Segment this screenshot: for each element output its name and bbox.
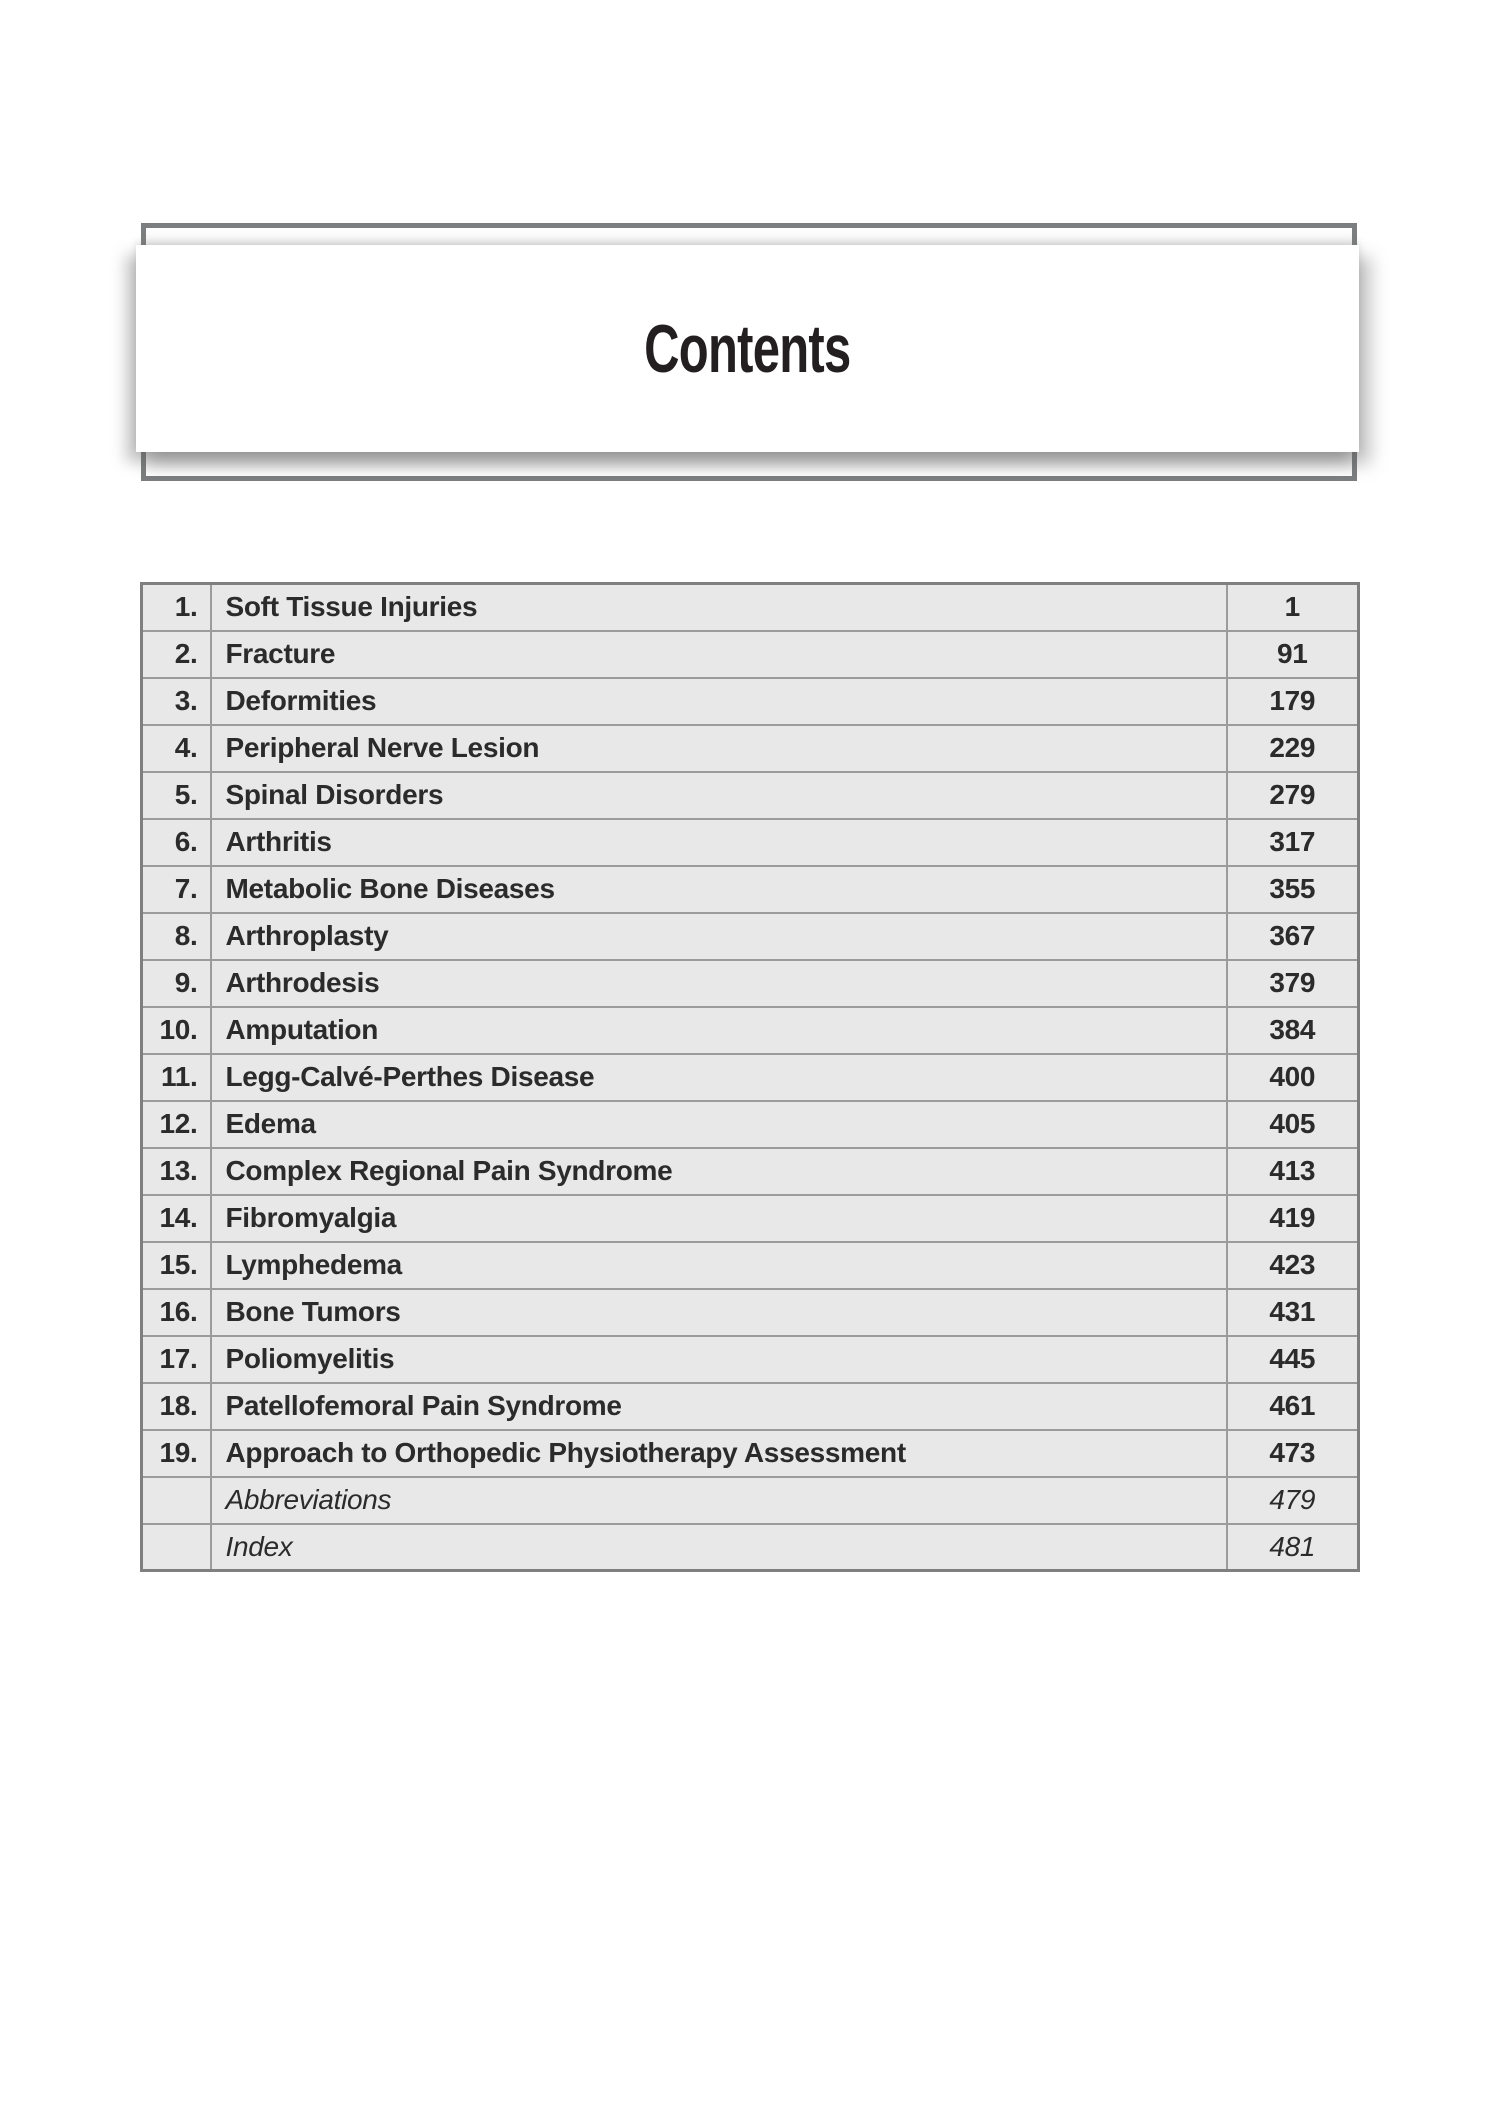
toc-row [142, 1524, 1359, 1571]
toc-row-page: 229 [1227, 725, 1359, 772]
toc-row-page: 91 [1227, 631, 1359, 678]
toc-row-page: 1 [1227, 584, 1359, 631]
toc-row [142, 772, 1359, 819]
toc-row-number: 12. [142, 1101, 211, 1148]
toc-row-title: Legg-Calvé-Perthes Disease [211, 1054, 1227, 1101]
toc-row-number: 8. [142, 913, 211, 960]
toc-row-page: 384 [1227, 1007, 1359, 1054]
toc-row-number: 3. [142, 678, 211, 725]
toc-row-page: 179 [1227, 678, 1359, 725]
toc-row [142, 1336, 1359, 1383]
toc-table-body [142, 584, 1359, 1571]
toc-row-number: 9. [142, 960, 211, 1007]
toc-row [142, 1383, 1359, 1430]
toc-row-number [142, 1524, 211, 1571]
toc-row [142, 678, 1359, 725]
toc-row [142, 1430, 1359, 1477]
toc-row [142, 1195, 1359, 1242]
toc-row [142, 819, 1359, 866]
toc-row-number: 4. [142, 725, 211, 772]
toc-row-title: Fracture [211, 631, 1227, 678]
toc-row-title: Arthrodesis [211, 960, 1227, 1007]
toc-row-page: 405 [1227, 1101, 1359, 1148]
toc-row-number: 14. [142, 1195, 211, 1242]
toc-row-title: Soft Tissue Injuries [211, 584, 1227, 631]
toc-row [142, 1101, 1359, 1148]
toc-row-title: Deformities [211, 678, 1227, 725]
toc-row-title: Lymphedema [211, 1242, 1227, 1289]
toc-row-title: Approach to Orthopedic Physiotherapy Assessment [211, 1430, 1227, 1477]
toc-row-page: 481 [1227, 1524, 1359, 1571]
page-title: Contents [644, 310, 851, 387]
contents-header-box [141, 223, 1357, 481]
toc-row-title: Edema [211, 1101, 1227, 1148]
toc-row-page: 419 [1227, 1195, 1359, 1242]
toc-row-page: 431 [1227, 1289, 1359, 1336]
toc-row [142, 631, 1359, 678]
toc-row-title: Amputation [211, 1007, 1227, 1054]
toc-row [142, 1242, 1359, 1289]
toc-row-title: Arthroplasty [211, 913, 1227, 960]
toc-row [142, 725, 1359, 772]
toc-row-page: 445 [1227, 1336, 1359, 1383]
toc-row-page: 413 [1227, 1148, 1359, 1195]
toc-row-title: Index [211, 1524, 1227, 1571]
toc-row-title: Peripheral Nerve Lesion [211, 725, 1227, 772]
toc-row-number: 18. [142, 1383, 211, 1430]
toc-row-title: Abbreviations [211, 1477, 1227, 1524]
toc-row-title: Poliomyelitis [211, 1336, 1227, 1383]
toc-row-number: 15. [142, 1242, 211, 1289]
toc-row [142, 584, 1359, 631]
contents-header-card [136, 245, 1359, 452]
toc-row [142, 1007, 1359, 1054]
toc-row-page: 279 [1227, 772, 1359, 819]
toc-row-page: 400 [1227, 1054, 1359, 1101]
toc-row-number: 19. [142, 1430, 211, 1477]
toc-row-title: Fibromyalgia [211, 1195, 1227, 1242]
toc-row-title: Complex Regional Pain Syndrome [211, 1148, 1227, 1195]
toc-row-number: 7. [142, 866, 211, 913]
toc-row-page: 367 [1227, 913, 1359, 960]
toc-row-title: Patellofemoral Pain Syndrome [211, 1383, 1227, 1430]
toc-row-title: Spinal Disorders [211, 772, 1227, 819]
toc-table [140, 582, 1360, 1572]
toc-row-title: Metabolic Bone Diseases [211, 866, 1227, 913]
toc-row-number: 16. [142, 1289, 211, 1336]
toc-row-number: 10. [142, 1007, 211, 1054]
toc-row-number: 5. [142, 772, 211, 819]
toc-row-page: 379 [1227, 960, 1359, 1007]
toc-row-page: 461 [1227, 1383, 1359, 1430]
toc-row-page: 355 [1227, 866, 1359, 913]
toc-row [142, 1054, 1359, 1101]
toc-row-number [142, 1477, 211, 1524]
toc-row [142, 913, 1359, 960]
toc-row-number: 17. [142, 1336, 211, 1383]
toc-row-title: Arthritis [211, 819, 1227, 866]
toc-row-title: Bone Tumors [211, 1289, 1227, 1336]
toc-row-page: 479 [1227, 1477, 1359, 1524]
toc-row [142, 866, 1359, 913]
toc-row-page: 317 [1227, 819, 1359, 866]
toc-row [142, 1148, 1359, 1195]
toc-row-page: 473 [1227, 1430, 1359, 1477]
toc-row-page: 423 [1227, 1242, 1359, 1289]
toc-row-number: 2. [142, 631, 211, 678]
toc-row-number: 13. [142, 1148, 211, 1195]
toc-row-number: 11. [142, 1054, 211, 1101]
toc-row-number: 1. [142, 584, 211, 631]
toc-row [142, 1289, 1359, 1336]
toc-row-number: 6. [142, 819, 211, 866]
toc-row [142, 960, 1359, 1007]
toc-row [142, 1477, 1359, 1524]
